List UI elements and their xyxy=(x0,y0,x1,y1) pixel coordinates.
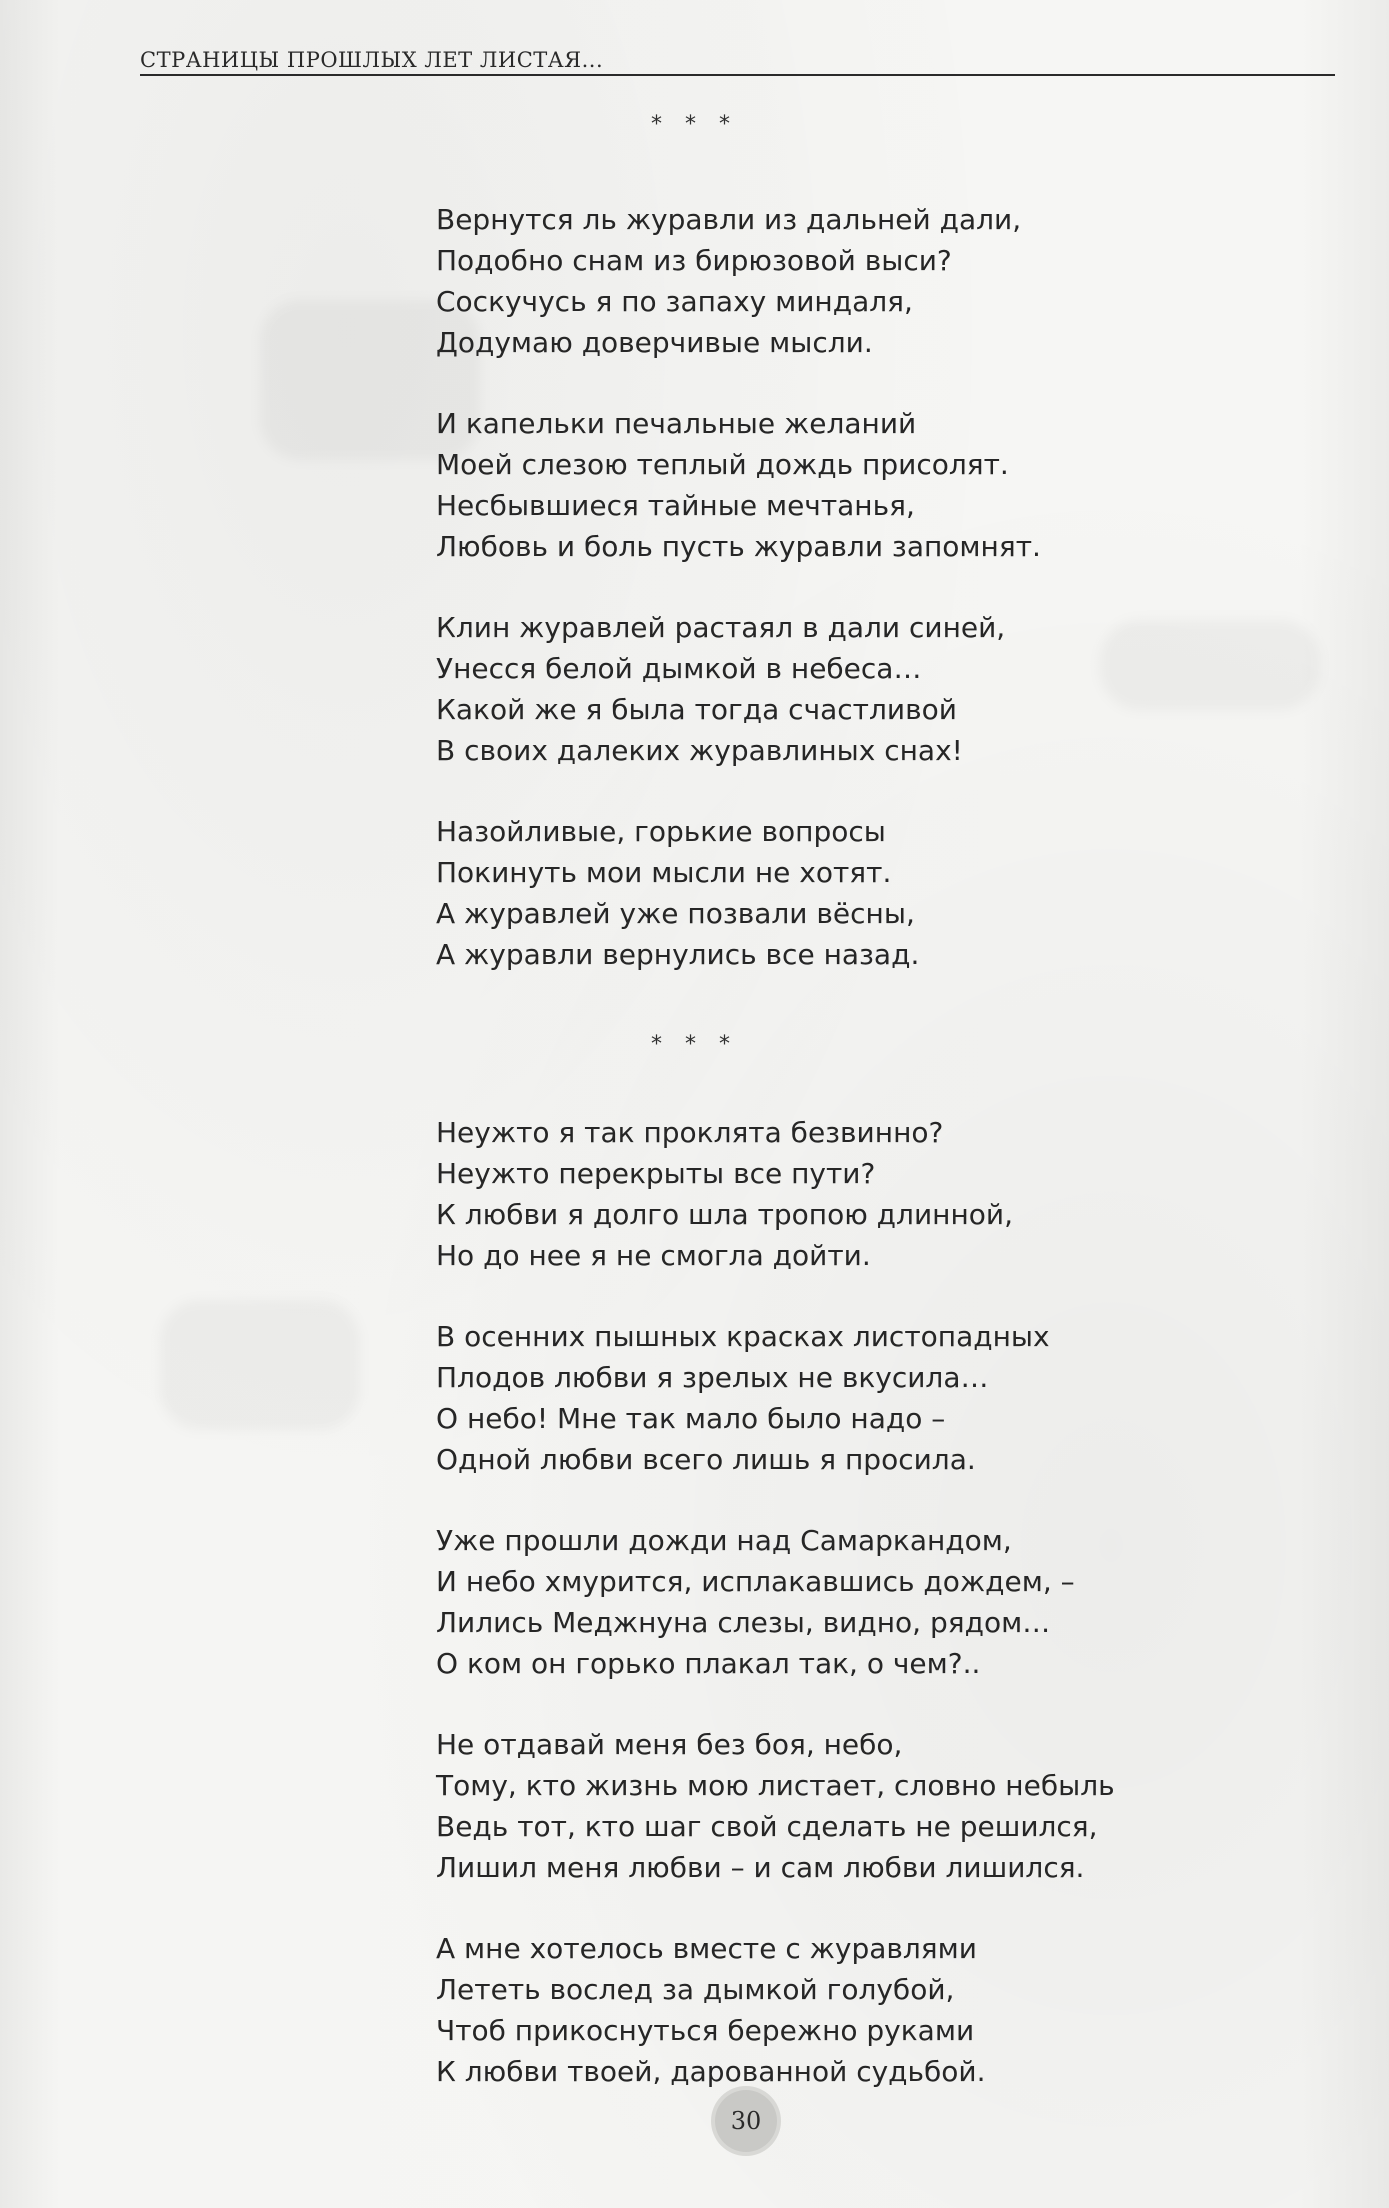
stanza xyxy=(436,199,1196,363)
show-through-shadow xyxy=(160,1300,360,1430)
poem-line: Додумаю доверчивые мысли. xyxy=(436,326,873,359)
poem-line: Неужто перекрыты все пути? xyxy=(436,1157,876,1190)
page-number: 30 xyxy=(715,2090,777,2152)
poem-line: Лишил меня любви – и сам любви лишился. xyxy=(436,1851,1085,1884)
poem-line: Какой же я была тогда счастливой xyxy=(436,693,957,726)
poem-line: Подобно снам из бирюзовой выси? xyxy=(436,244,952,277)
stanza xyxy=(436,1520,1196,1684)
poem-line: Лететь вослед за дымкой голубой, xyxy=(436,1973,955,2006)
poem-line: Чтоб прикоснуться бережно руками xyxy=(436,2014,975,2047)
poem-line: Одной любви всего лишь я просила. xyxy=(436,1443,976,1476)
poem-line: Клин журавлей растаял в дали синей, xyxy=(436,611,1006,644)
poem-line: Несбывшиеся тайные мечтанья, xyxy=(436,489,915,522)
poem-line: Тому, кто жизнь мою листает, словно небыль xyxy=(436,1769,1115,1802)
stanza xyxy=(436,1928,1196,2092)
poem-line: Унесся белой дымкой в небеса… xyxy=(436,652,922,685)
poem-separator: * * * xyxy=(651,112,738,137)
poem-line: Покинуть мои мысли не хотят. xyxy=(436,856,892,889)
poem-line: Плодов любви я зрелых не вкусила… xyxy=(436,1361,989,1394)
poem-line: Неужто я так проклята безвинно? xyxy=(436,1116,944,1149)
poem-line: К любви я долго шла тропою длинной, xyxy=(436,1198,1013,1231)
poem-line: А мне хотелось вместе с журавлями xyxy=(436,1932,977,1965)
poem-line: В осенних пышных красках листопадных xyxy=(436,1320,1050,1353)
stanza xyxy=(436,811,1196,975)
poem-line: А журавли вернулись все назад. xyxy=(436,938,920,971)
poem-1 xyxy=(436,199,1196,1015)
poem-separator: * * * xyxy=(651,1032,738,1057)
poem-line: Вернутся ль журавли из дальней дали, xyxy=(436,203,1022,236)
poem-line: В своих далеких журавлиных снах! xyxy=(436,734,963,767)
stanza xyxy=(436,607,1196,771)
poem-line: О ком он горько плакал так, о чем?.. xyxy=(436,1647,981,1680)
running-title: СТРАНИЦЫ ПРОШЛЫХ ЛЕТ ЛИСТАЯ... xyxy=(140,48,604,72)
poem-2 xyxy=(436,1112,1196,2132)
poem-line: Но до нее я не смогла дойти. xyxy=(436,1239,871,1272)
stanza xyxy=(436,1316,1196,1480)
stanza xyxy=(436,403,1196,567)
poem-line: Любовь и боль пусть журавли запомнят. xyxy=(436,530,1041,563)
poem-line: К любви твоей, дарованной судьбой. xyxy=(436,2055,986,2088)
poem-line: Моей слезою теплый дождь присолят. xyxy=(436,448,1009,481)
poem-line: И небо хмурится, исплакавшись дождем, – xyxy=(436,1565,1075,1598)
poem-line: Лились Меджнуна слезы, видно, рядом… xyxy=(436,1606,1051,1639)
poem-line: Не отдавай меня без боя, небо, xyxy=(436,1728,903,1761)
poem-line: Уже прошли дожди над Самаркандом, xyxy=(436,1524,1012,1557)
poem-line: О небо! Мне так мало было надо – xyxy=(436,1402,946,1435)
stanza xyxy=(436,1724,1196,1888)
running-header xyxy=(140,46,1335,76)
poem-line: А журавлей уже позвали вёсны, xyxy=(436,897,915,930)
poem-line: И капельки печальные желаний xyxy=(436,407,917,440)
poem-line: Назойливые, горькие вопросы xyxy=(436,815,886,848)
poem-line: Соскучусь я по запаху миндаля, xyxy=(436,285,913,318)
poem-line: Ведь тот, кто шаг свой сделать не решился, xyxy=(436,1810,1098,1843)
stanza xyxy=(436,1112,1196,1276)
